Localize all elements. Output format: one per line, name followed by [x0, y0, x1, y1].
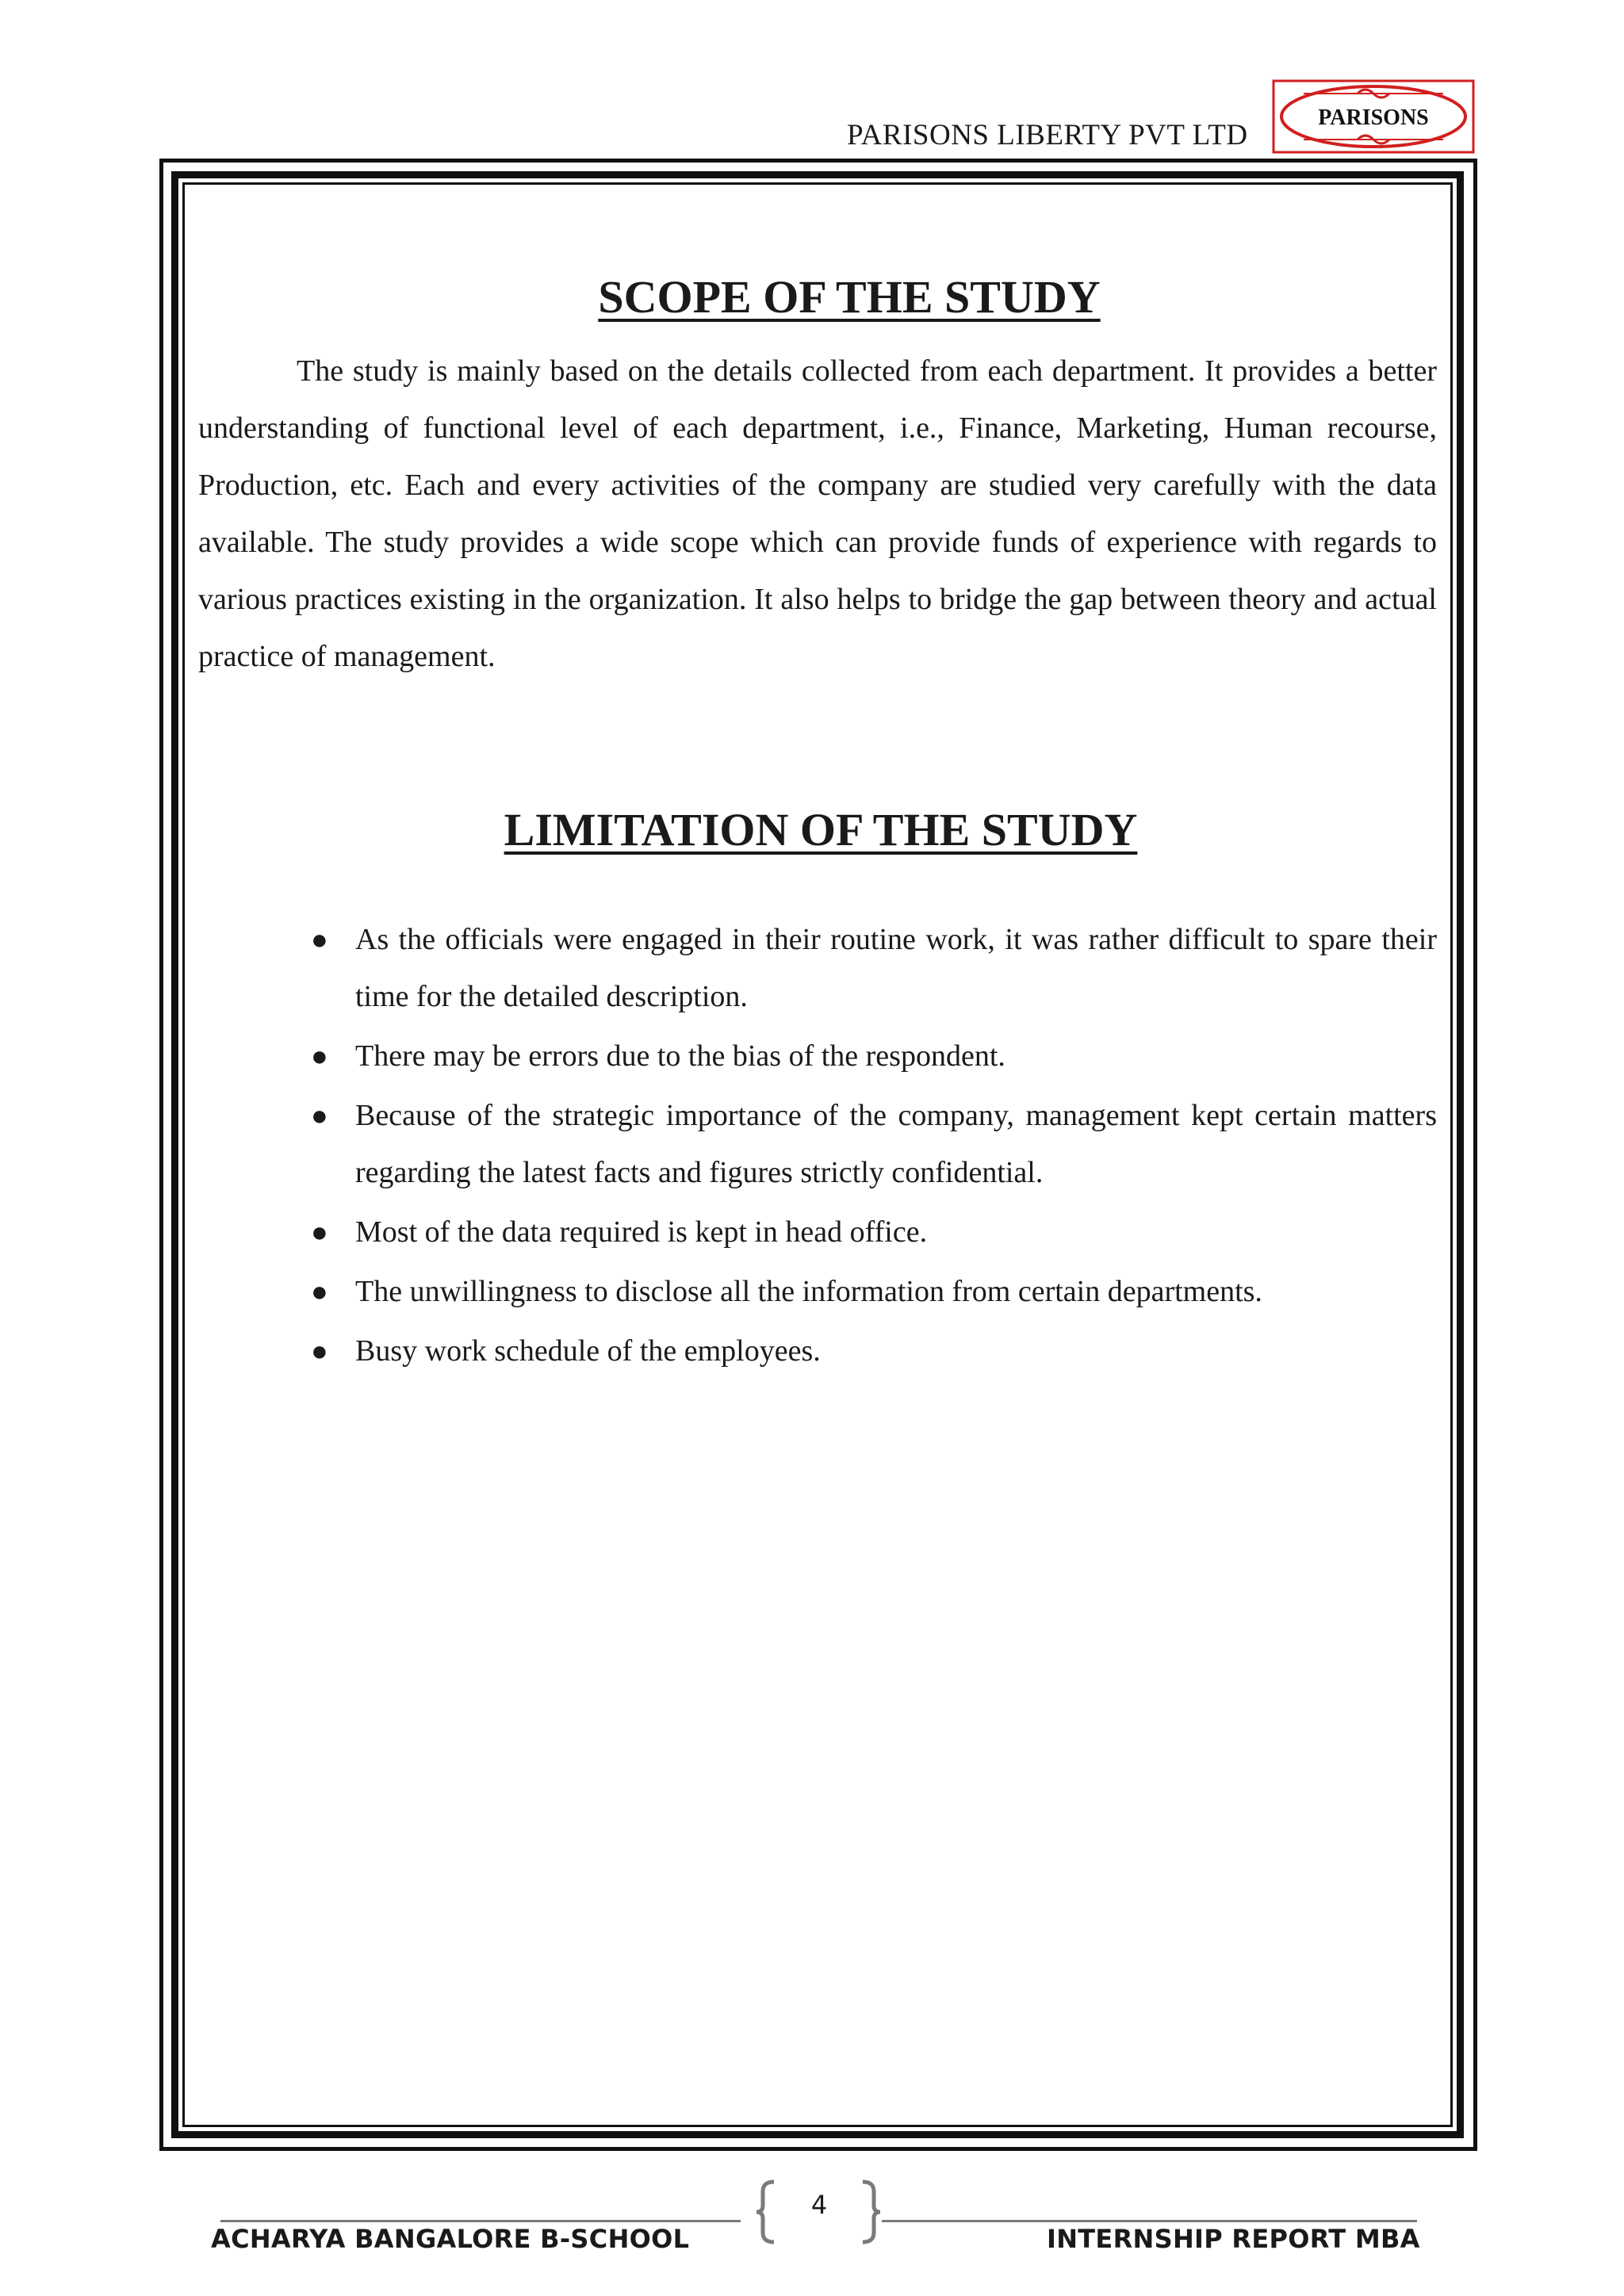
bullet-icon: ● [311, 1040, 328, 1073]
scope-paragraph: The study is mainly based on the details collected from each department. It provides a better understanding of functional level of each department, i.e., Finance, Marketing, Human recourse, Production, etc. Each and every activities of the company are studied very carefully with the data available. The study provides a wide scope which can provide funds of experience with regards to various practices existing in the organization. It also helps to bridge the gap between theory and actual practice of management. [198, 354, 1437, 673]
list-item-text: As the officials were engaged in their routine work, it was rather difficult to spare their time for the detailed description. [355, 923, 1437, 1014]
list-item [311, 1263, 1437, 1320]
logo-text: PARISONS [1318, 105, 1429, 130]
scope-title: SCOPE OF THE STUDY [598, 271, 1101, 323]
footer-divider-left [220, 2220, 741, 2222]
list-item-text: There may be errors due to the bias of the respondent. [355, 1039, 1005, 1073]
header-company-name: PARISONS LIBERTY PVT LTD [847, 119, 1248, 151]
bullet-icon: ● [311, 924, 328, 956]
list-item [311, 1087, 1437, 1201]
bullet-icon: ● [311, 1100, 328, 1132]
list-item [311, 1322, 1437, 1380]
page-number: 4 [810, 2190, 828, 2220]
list-item [311, 911, 1437, 1025]
list-item-text: Busy work schedule of the employees. [355, 1334, 821, 1368]
right-brace-icon [858, 2179, 885, 2245]
list-item-text: Because of the strategic importance of the company, management kept certain matters regarding the latest facts and figures strictly confidential. [355, 1099, 1437, 1190]
bullet-icon: ● [311, 1276, 328, 1308]
limitation-title: LIMITATION OF THE STUDY [504, 803, 1138, 855]
list-item [311, 1203, 1437, 1261]
footer-report-name: INTERNSHIP REPORT MBA [1047, 2224, 1420, 2254]
list-item [311, 1027, 1437, 1085]
list-item-text: Most of the data required is kept in head office. [355, 1215, 928, 1249]
left-brace-icon [752, 2179, 779, 2245]
page-content [198, 270, 1437, 1382]
footer-divider-right [882, 2220, 1417, 2222]
bullet-icon: ● [311, 1335, 328, 1368]
footer-school-name: ACHARYA BANGALORE B-SCHOOL [211, 2224, 690, 2254]
bullet-icon: ● [311, 1216, 328, 1249]
limitation-list [198, 911, 1437, 1380]
parisons-logo [1272, 79, 1475, 154]
list-item-text: The unwillingness to disclose all the information from certain departments. [355, 1275, 1262, 1309]
